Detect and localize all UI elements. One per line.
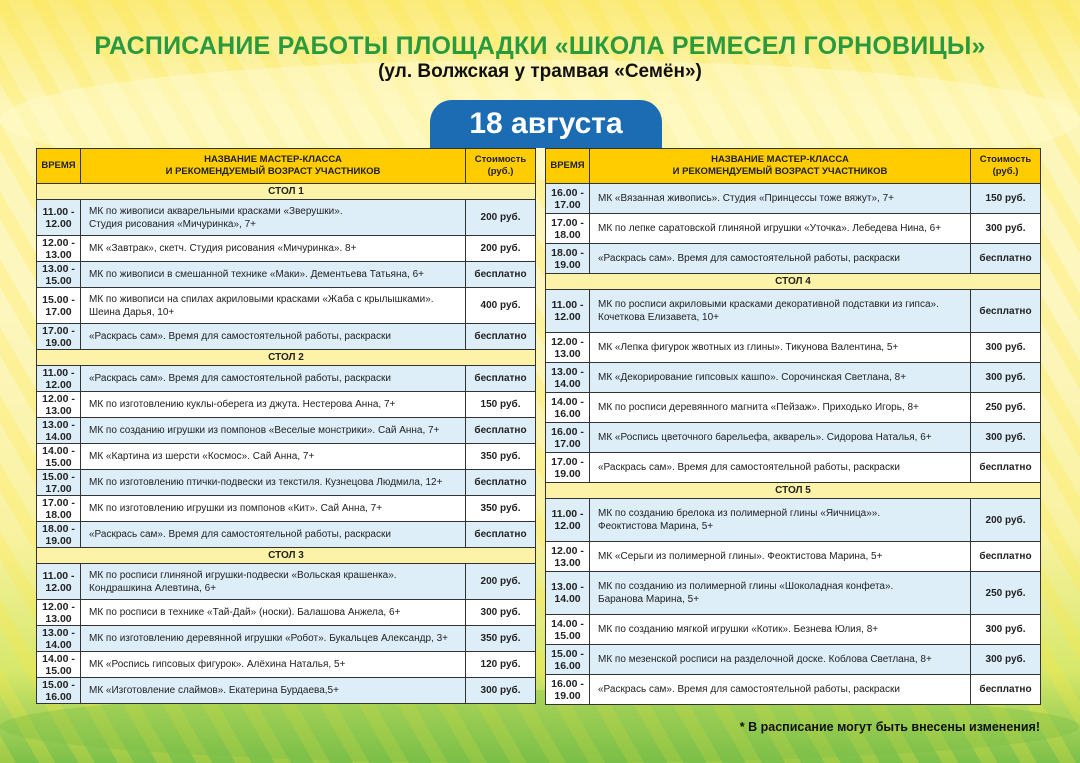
- table-row: [546, 363, 1041, 393]
- time-cell: 15.00 - 17.00: [37, 288, 81, 324]
- price-cell: бесплатно: [466, 470, 536, 496]
- time-cell: 16.00 - 17.00: [546, 184, 590, 214]
- price-cell: 200 руб.: [466, 236, 536, 262]
- time-cell: 17.00 - 18.00: [37, 496, 81, 522]
- table-row: [37, 324, 536, 350]
- time-cell: 14.00 - 15.00: [37, 652, 81, 678]
- class-name-cell: МК «Роспись гипсовых фигурок». Алёхина Наталья, 5+: [81, 652, 466, 678]
- class-name-cell: МК «Серьги из полимерной глины». Феоктистова Марина, 5+: [590, 542, 971, 572]
- time-cell: 13.00 - 14.00: [37, 626, 81, 652]
- table-row: [546, 214, 1041, 244]
- table-row: [37, 236, 536, 262]
- table-row: [37, 418, 536, 444]
- table-row: [546, 453, 1041, 483]
- class-name-cell: МК по изготовлению куклы-оберега из джута. Нестерова Анна, 7+: [81, 392, 466, 418]
- class-name-cell: МК по изготовлению птички-подвески из текстиля. Кузнецова Людмила, 12+: [81, 470, 466, 496]
- table-row: [37, 392, 536, 418]
- class-name-cell: МК по росписи в технике «Тай-Дай» (носки). Балашова Анжела, 6+: [81, 600, 466, 626]
- time-cell: 15.00 - 16.00: [37, 678, 81, 704]
- price-cell: бесплатно: [466, 522, 536, 548]
- class-name-cell: МК по живописи на спилах акриловыми красками «Жаба с крылышками». Шеина Дарья, 10+: [81, 288, 466, 324]
- time-cell: 17.00 - 19.00: [546, 453, 590, 483]
- time-cell: 14.00 - 15.00: [37, 444, 81, 470]
- column-header-time: ВРЕМЯ: [546, 149, 590, 184]
- time-cell: 16.00 - 17.00: [546, 423, 590, 453]
- table-row: [37, 366, 536, 392]
- class-name-cell: МК «Лепка фигурок жвотных из глины». Тикунова Валентина, 5+: [590, 333, 971, 363]
- table-row: [37, 444, 536, 470]
- section-title: СТОЛ 3: [37, 548, 536, 564]
- table-row: [37, 470, 536, 496]
- class-name-cell: «Раскрась сам». Время для самостоятельной работы, раскраски: [590, 675, 971, 705]
- class-name-cell: «Раскрась сам». Время для самостоятельной работы, раскраски: [81, 324, 466, 350]
- time-cell: 12.00 - 13.00: [37, 392, 81, 418]
- table-row: [546, 499, 1041, 542]
- price-cell: бесплатно: [466, 418, 536, 444]
- table-row: [546, 572, 1041, 615]
- class-name-cell: МК «Картина из шерсти «Космос». Сай Анна, 7+: [81, 444, 466, 470]
- table-row: [546, 423, 1041, 453]
- class-name-cell: МК по росписи акриловыми красками декоративной подставки из гипса». Кочеткова Елизавета, 10+: [590, 290, 971, 333]
- date-tab: 18 августа: [430, 100, 662, 148]
- time-cell: 11.00 - 12.00: [546, 290, 590, 333]
- section-row: [546, 274, 1041, 290]
- column-header-price: Стоимость (руб.): [466, 149, 536, 184]
- class-name-cell: МК по созданию брелока из полимерной глины «Яичница»». Феоктистова Марина, 5+: [590, 499, 971, 542]
- table-row: [546, 244, 1041, 274]
- schedule-table-left: [36, 148, 536, 704]
- class-name-cell: МК «Декорирование гипсовых кашпо». Сорочинская Светлана, 8+: [590, 363, 971, 393]
- class-name-cell: МК по росписи глиняной игрушки-подвески «Вольская крашенка». Кондрашкина Алевтина, 6+: [81, 564, 466, 600]
- time-cell: 12.00 - 13.00: [546, 542, 590, 572]
- price-cell: бесплатно: [971, 290, 1041, 333]
- price-cell: 120 руб.: [466, 652, 536, 678]
- class-name-cell: «Раскрась сам». Время для самостоятельной работы, раскраски: [590, 453, 971, 483]
- price-cell: 200 руб.: [466, 564, 536, 600]
- price-cell: 350 руб.: [466, 626, 536, 652]
- section-title: СТОЛ 2: [37, 350, 536, 366]
- table-row: [546, 675, 1041, 705]
- class-name-cell: «Раскрась сам». Время для самостоятельной работы, раскраски: [81, 366, 466, 392]
- table-row: [546, 333, 1041, 363]
- page-title: РАСПИСАНИЕ РАБОТЫ ПЛОЩАДКИ «ШКОЛА РЕМЕСЕЛ ГОРНОВИЦЫ»: [94, 32, 986, 60]
- class-name-cell: «Раскрась сам». Время для самостоятельной работы, раскраски: [81, 522, 466, 548]
- price-cell: бесплатно: [466, 366, 536, 392]
- time-cell: 15.00 - 16.00: [546, 645, 590, 675]
- section-row: [37, 184, 536, 200]
- table-row: [546, 184, 1041, 214]
- table-row: [546, 542, 1041, 572]
- price-cell: 350 руб.: [466, 444, 536, 470]
- time-cell: 13.00 - 14.00: [37, 418, 81, 444]
- price-cell: бесплатно: [466, 262, 536, 288]
- schedule-table-right: [545, 148, 1041, 705]
- column-header-name: НАЗВАНИЕ МАСТЕР-КЛАССА И РЕКОМЕНДУЕМЫЙ ВОЗРАСТ УЧАСТНИКОВ: [81, 149, 466, 184]
- class-name-cell: МК по живописи в смешанной технике «Маки». Дементьева Татьяна, 6+: [81, 262, 466, 288]
- table-row: [37, 652, 536, 678]
- price-cell: 250 руб.: [971, 572, 1041, 615]
- column-header-price: Стоимость (руб.): [971, 149, 1041, 184]
- price-cell: 200 руб.: [971, 499, 1041, 542]
- class-name-cell: МК по созданию из полимерной глины «Шоколадная конфета». Баранова Марина, 5+: [590, 572, 971, 615]
- price-cell: 300 руб.: [971, 645, 1041, 675]
- time-cell: 11.00 - 12.00: [37, 200, 81, 236]
- class-name-cell: МК «Вязанная живопись». Студия «Принцессы тоже вяжут», 7+: [590, 184, 971, 214]
- section-row: [37, 350, 536, 366]
- price-cell: 300 руб.: [971, 423, 1041, 453]
- class-name-cell: МК по росписи деревянного магнита «Пейзаж». Приходько Игорь, 8+: [590, 393, 971, 423]
- table-row: [37, 678, 536, 704]
- table-row: [546, 393, 1041, 423]
- section-row: [37, 548, 536, 564]
- time-cell: 16.00 - 19.00: [546, 675, 590, 705]
- class-name-cell: МК «Роспись цветочного барельефа, акварель». Сидорова Наталья, 6+: [590, 423, 971, 453]
- table-row: [546, 615, 1041, 645]
- class-name-cell: МК по созданию игрушки из помпонов «Веселые монстрики». Сай Анна, 7+: [81, 418, 466, 444]
- table-row: [37, 288, 536, 324]
- price-cell: 400 руб.: [466, 288, 536, 324]
- price-cell: 300 руб.: [971, 615, 1041, 645]
- time-cell: 11.00 - 12.00: [546, 499, 590, 542]
- time-cell: 18.00 - 19.00: [37, 522, 81, 548]
- time-cell: 17.00 - 18.00: [546, 214, 590, 244]
- time-cell: 14.00 - 15.00: [546, 615, 590, 645]
- time-cell: 13.00 - 15.00: [37, 262, 81, 288]
- time-cell: 13.00 - 14.00: [546, 572, 590, 615]
- time-cell: 17.00 - 19.00: [37, 324, 81, 350]
- table-row: [546, 645, 1041, 675]
- time-cell: 14.00 - 16.00: [546, 393, 590, 423]
- price-cell: 150 руб.: [466, 392, 536, 418]
- time-cell: 12.00 - 13.00: [546, 333, 590, 363]
- section-title: СТОЛ 4: [546, 274, 1041, 290]
- section-title: СТОЛ 1: [37, 184, 536, 200]
- column-header-name: НАЗВАНИЕ МАСТЕР-КЛАССА И РЕКОМЕНДУЕМЫЙ ВОЗРАСТ УЧАСТНИКОВ: [590, 149, 971, 184]
- class-name-cell: МК по мезенской росписи на разделочной доске. Коблова Светлана, 8+: [590, 645, 971, 675]
- price-cell: бесплатно: [971, 244, 1041, 274]
- class-name-cell: МК «Изготовление слаймов». Екатерина Бурдаева,5+: [81, 678, 466, 704]
- time-cell: 13.00 - 14.00: [546, 363, 590, 393]
- table-row: [37, 626, 536, 652]
- section-row: [546, 483, 1041, 499]
- class-name-cell: МК по живописи акварельными красками «Зверушки». Студия рисования «Мичуринка», 7+: [81, 200, 466, 236]
- class-name-cell: МК «Завтрак», скетч. Студия рисования «Мичуринка». 8+: [81, 236, 466, 262]
- table-row: [37, 600, 536, 626]
- class-name-cell: «Раскрась сам». Время для самостоятельной работы, раскраски: [590, 244, 971, 274]
- price-cell: 350 руб.: [466, 496, 536, 522]
- class-name-cell: МК по лепке саратовской глиняной игрушки «Уточка». Лебедева Нина, 6+: [590, 214, 971, 244]
- price-cell: 300 руб.: [466, 600, 536, 626]
- column-header-time: ВРЕМЯ: [37, 149, 81, 184]
- time-cell: 18.00 - 19.00: [546, 244, 590, 274]
- price-cell: 300 руб.: [971, 363, 1041, 393]
- time-cell: 11.00 - 12.00: [37, 564, 81, 600]
- address-subtitle: (ул. Волжская у трамвая «Семён»): [378, 61, 702, 82]
- class-name-cell: МК по изготовлению деревянной игрушки «Робот». Букальцев Александр, 3+: [81, 626, 466, 652]
- price-cell: бесплатно: [971, 453, 1041, 483]
- time-cell: 15.00 - 17.00: [37, 470, 81, 496]
- price-cell: 150 руб.: [971, 184, 1041, 214]
- section-title: СТОЛ 5: [546, 483, 1041, 499]
- price-cell: бесплатно: [971, 542, 1041, 572]
- price-cell: 250 руб.: [971, 393, 1041, 423]
- table-row: [37, 496, 536, 522]
- table-row: [546, 290, 1041, 333]
- price-cell: бесплатно: [466, 324, 536, 350]
- time-cell: 12.00 - 13.00: [37, 236, 81, 262]
- time-cell: 12.00 - 13.00: [37, 600, 81, 626]
- price-cell: бесплатно: [971, 675, 1041, 705]
- class-name-cell: МК по созданию мягкой игрушки «Котик». Безнева Юлия, 8+: [590, 615, 971, 645]
- footer-note: * В расписание могут быть внесены изменения!: [739, 720, 1040, 734]
- price-cell: 300 руб.: [466, 678, 536, 704]
- price-cell: 300 руб.: [971, 333, 1041, 363]
- table-row: [37, 564, 536, 600]
- price-cell: 300 руб.: [971, 214, 1041, 244]
- table-row: [37, 200, 536, 236]
- table-row: [37, 262, 536, 288]
- class-name-cell: МК по изготовлению игрушки из помпонов «Кит». Сай Анна, 7+: [81, 496, 466, 522]
- price-cell: 200 руб.: [466, 200, 536, 236]
- time-cell: 11.00 - 12.00: [37, 366, 81, 392]
- table-row: [37, 522, 536, 548]
